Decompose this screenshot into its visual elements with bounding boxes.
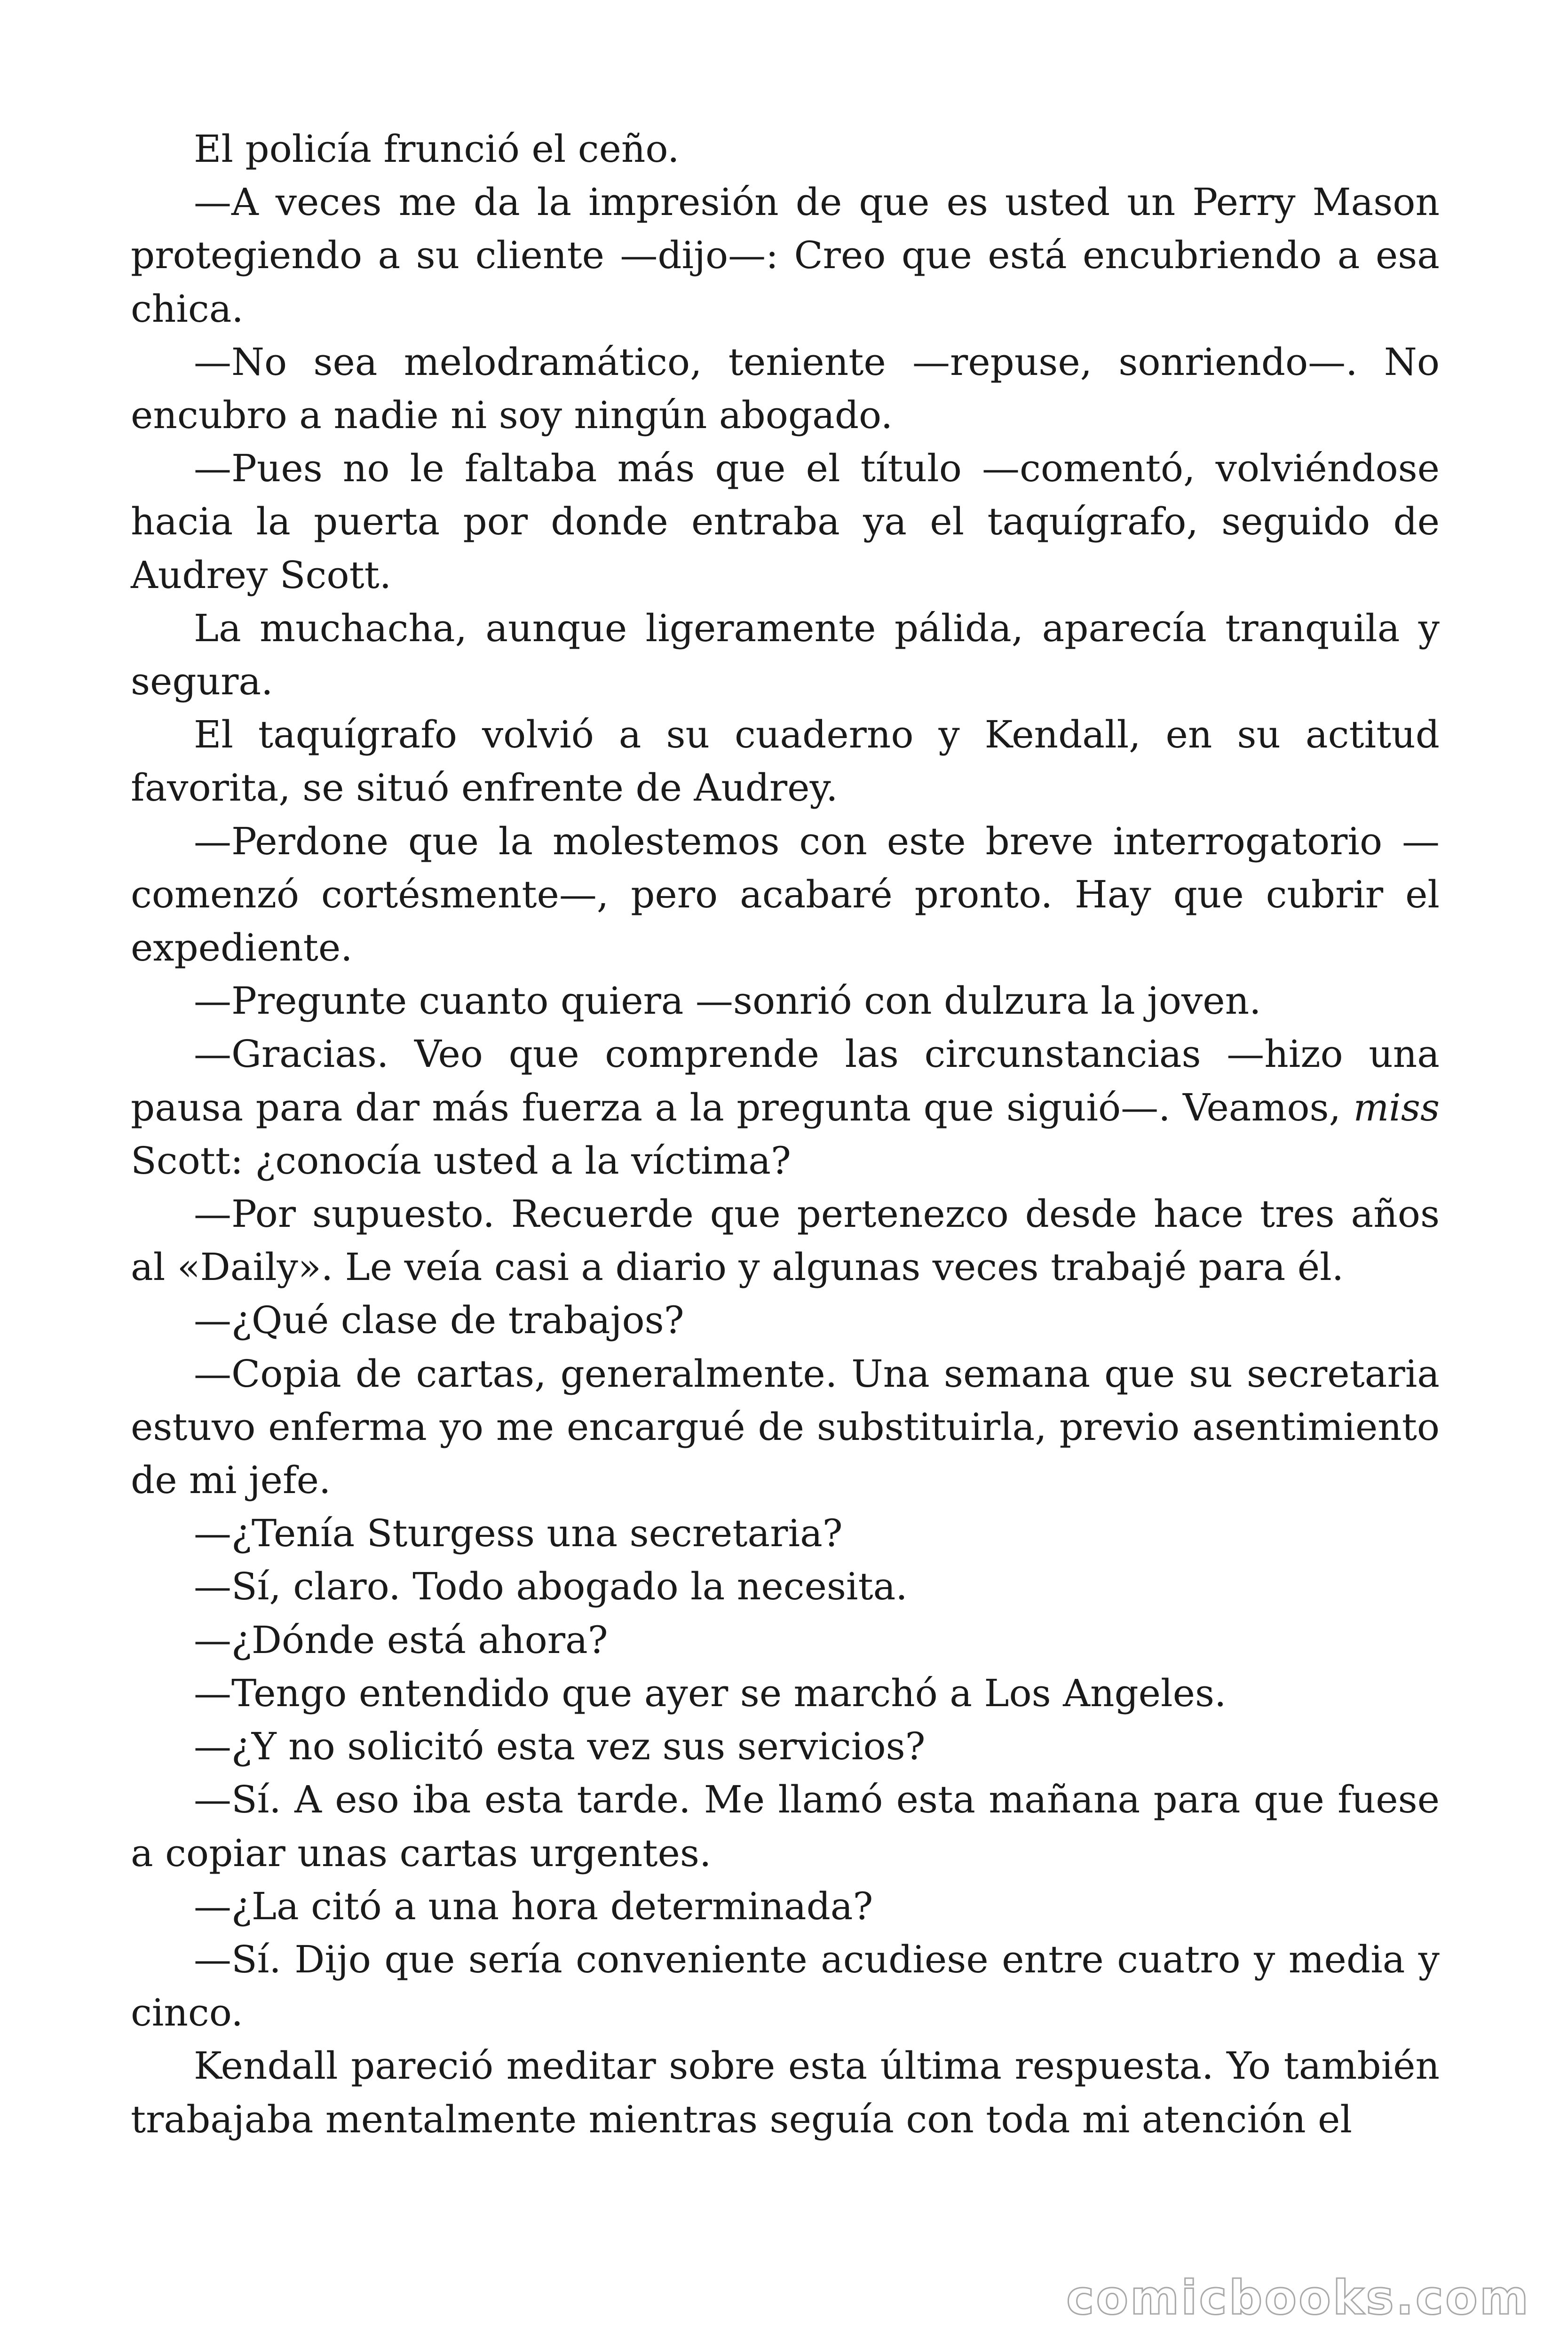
paragraph: —Sí, claro. Todo abogado la necesita. xyxy=(194,1565,908,1609)
paragraph: Kendall pareció meditar sobre esta última respuesta. Yo también trabajaba mentalmente mientras seguía con toda mi atención el xyxy=(131,2044,1440,2141)
paragraph: —Sí. Dijo que sería conveniente acudiese entre cuatro y media y cinco. xyxy=(131,1937,1440,2035)
watermark-logo: comicbooks.com xyxy=(1066,2270,1530,2325)
paragraph: —Pregunte cuanto quiera —sonrió con dulzura la joven. xyxy=(194,979,1261,1023)
paragraph: —¿Tenía Sturgess una secretaria? xyxy=(194,1511,843,1556)
paragraph: —Perdone que la molestemos con este breve interrogatorio — comenzó cortésmente—, pero acabaré pronto. Hay que cubrir el expediente. xyxy=(131,819,1440,970)
paragraph: —Pues no le faltaba más que el título —comentó, volviéndose hacia la puerta por donde entraba ya el taquígrafo, seguido de Audrey Scott. xyxy=(131,446,1440,597)
paragraph-text: —Gracias. Veo que comprende las circunstancias —hizo una pausa para dar más fuerza a la pregunta que siguió—. Veamos, xyxy=(131,1032,1440,1129)
paragraph: —Sí. A eso iba esta tarde. Me llamó esta mañana para que fuese a copiar unas cartas urgentes. xyxy=(131,1778,1440,1875)
paragraph: —Tengo entendido que ayer se marchó a Los Angeles. xyxy=(194,1671,1227,1715)
book-page-text xyxy=(131,122,1440,2146)
italic-word: miss xyxy=(1353,1085,1440,1129)
paragraph: —A veces me da la impresión de que es usted un Perry Mason protegiendo a su cliente —dijo—: Creo que está encubriendo a esa chica. xyxy=(131,180,1440,331)
paragraph: El policía frunció el ceño. xyxy=(194,127,680,171)
paragraph xyxy=(131,1027,1440,1187)
paragraph: —¿Y no solicitó esta vez sus servicios? xyxy=(194,1724,926,1769)
paragraph: —¿Qué clase de trabajos? xyxy=(194,1298,684,1343)
paragraph: —Copia de cartas, generalmente. Una semana que su secretaria estuvo enferma yo me encargué de substituirla, previo asentimiento de mi jefe. xyxy=(131,1351,1440,1502)
paragraph: —Por supuesto. Recuerde que pertenezco desde hace tres años al «Daily». Le veía casi a diario y algunas veces trabajé para él. xyxy=(131,1192,1440,1289)
paragraph-text: Scott: ¿conocía usted a la víctima? xyxy=(131,1138,791,1183)
paragraph: —¿La citó a una hora determinada? xyxy=(194,1884,873,1928)
paragraph: La muchacha, aunque ligeramente pálida, aparecía tranquila y segura. xyxy=(131,606,1440,704)
paragraph: —No sea melodramático, teniente —repuse, sonriendo—. No encubro a nadie ni soy ningún abogado. xyxy=(131,340,1440,437)
paragraph: —¿Dónde está ahora? xyxy=(194,1618,608,1662)
paragraph: El taquígrafo volvió a su cuaderno y Kendall, en su actitud favorita, se situó enfrente de Audrey. xyxy=(131,713,1440,810)
